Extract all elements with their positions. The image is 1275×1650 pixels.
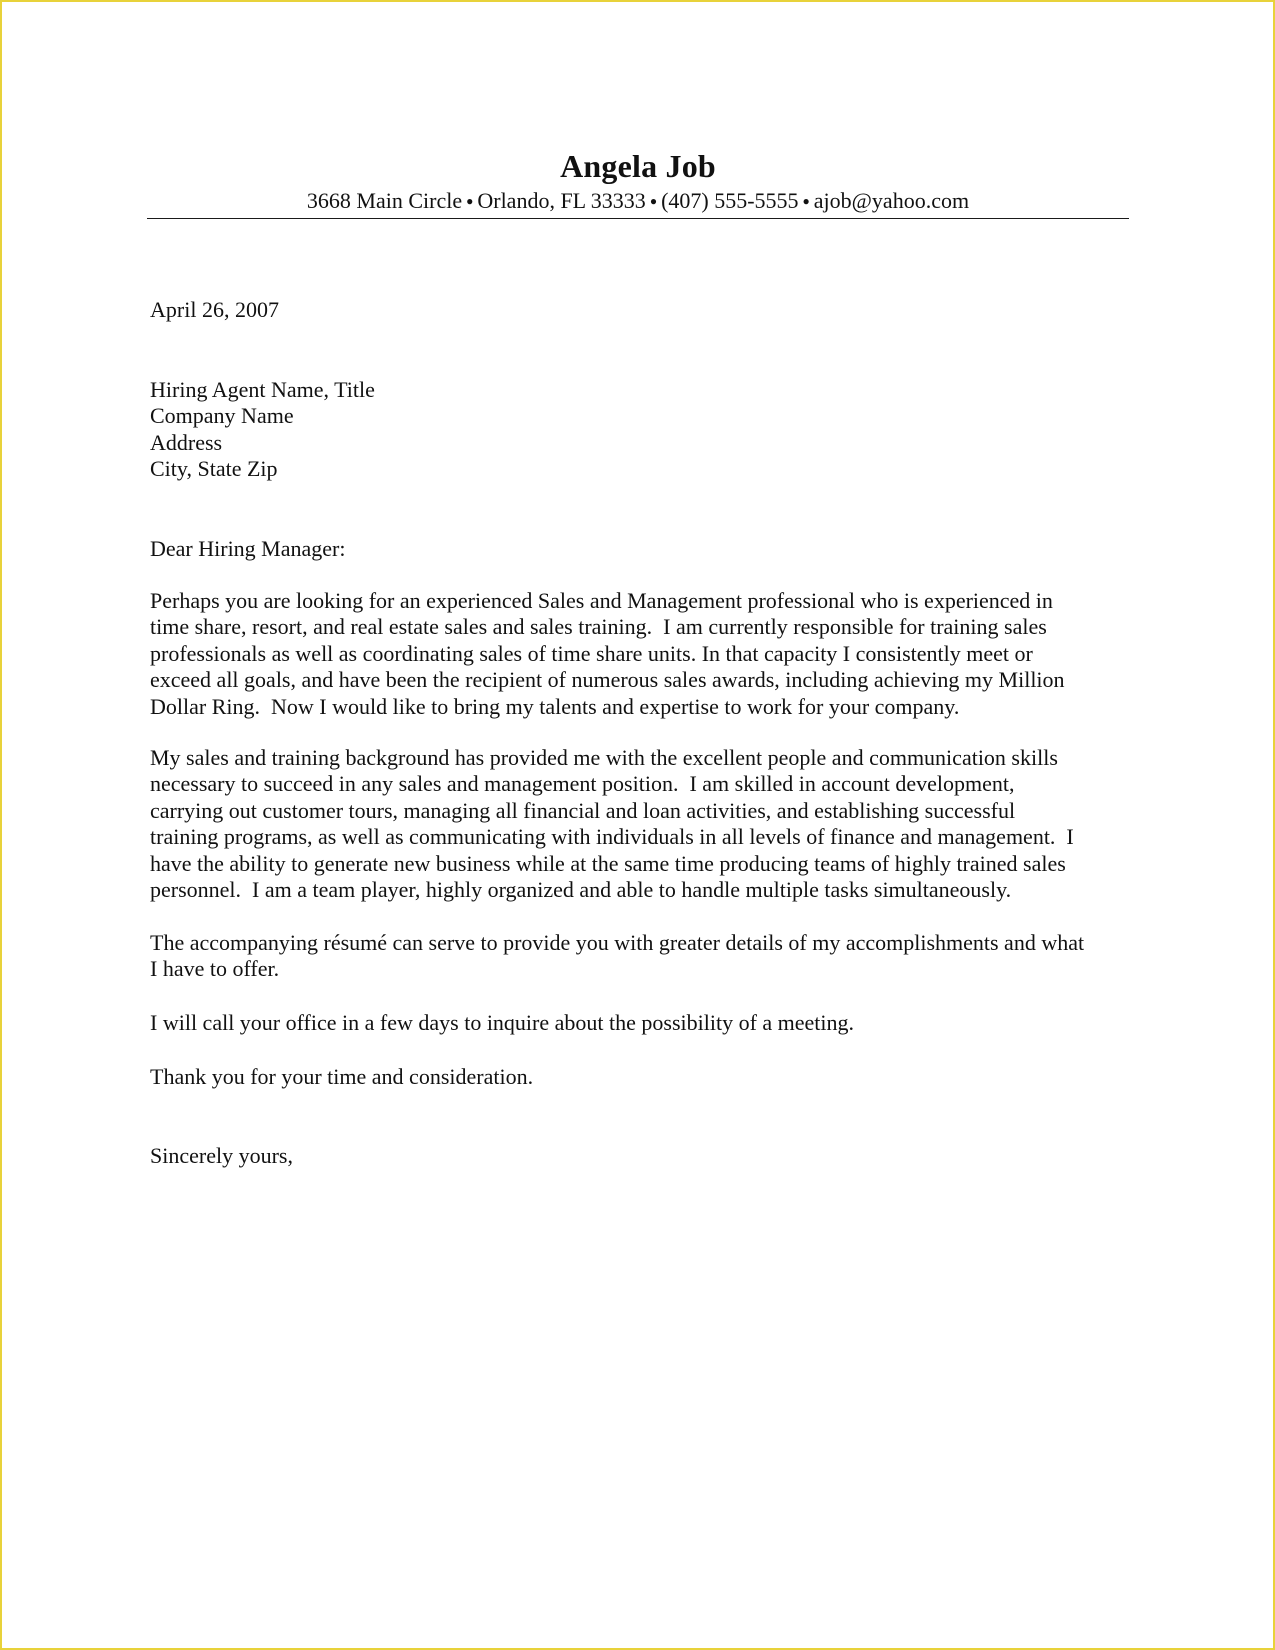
paragraph-line: professionals as well as coordinating sales of time share units. In that capacity I consistently meet or xyxy=(150,640,1033,666)
paragraph-2 xyxy=(150,745,1128,903)
paragraph-line: necessary to succeed in any sales and management position. I am skilled in account development, xyxy=(150,771,1015,797)
paragraph-1 xyxy=(150,588,1128,720)
paragraph-line: I have to offer. xyxy=(150,956,280,982)
complimentary-close xyxy=(150,1143,1128,1169)
letterhead xyxy=(147,146,1129,215)
paragraph-line: carrying out customer tours, managing all financial and loan activities, and establishing successful xyxy=(150,797,1016,823)
salutation xyxy=(150,536,1128,562)
paragraph-line: training programs, as well as communicating with individuals in all levels of finance and management. I xyxy=(150,824,1074,850)
letter-date xyxy=(150,297,1128,323)
paragraph-line: time share, resort, and real estate sales and sales training. I am currently responsible for training sales xyxy=(150,614,1047,640)
inside-address xyxy=(150,377,1128,483)
recipient-company: Company Name xyxy=(150,403,294,429)
paragraph-line: have the ability to generate new business while at the same time producing teams of highly trained sales xyxy=(150,850,1066,876)
recipient-address: Address xyxy=(150,429,223,455)
sender-phone: (407) 555-5555 xyxy=(661,188,799,213)
recipient-name-title: Hiring Agent Name, Title xyxy=(150,377,375,402)
paragraph-line: I will call your office in a few days to inquire about the possibility of a meeting. xyxy=(150,1010,855,1035)
paragraph-3 xyxy=(150,930,1128,983)
letterhead-divider xyxy=(147,218,1129,219)
paragraph-line: Thank you for your time and consideration. xyxy=(150,1064,534,1089)
recipient-city-state-zip: City, State Zip xyxy=(150,456,278,482)
sender-name: Angela Job xyxy=(560,148,716,184)
bullet-separator-icon: ● xyxy=(466,194,474,208)
paragraph-5 xyxy=(150,1064,1128,1090)
paragraph-4 xyxy=(150,1010,1128,1036)
sender-address: 3668 Main Circle xyxy=(306,188,463,213)
date-text: April 26, 2007 xyxy=(150,297,279,322)
sender-contact-line xyxy=(147,187,1129,215)
paragraph-line: personnel. I am a team player, highly organized and able to handle multiple tasks simultaneously. xyxy=(150,876,1012,902)
paragraph-line: My sales and training background has provided me with the excellent people and communication skills xyxy=(150,745,1058,770)
salutation-text: Dear Hiring Manager: xyxy=(150,536,346,561)
paragraph-line: exceed all goals, and have been the recipient of numerous sales awards, including achieving my Million xyxy=(150,667,1065,693)
bullet-separator-icon: ● xyxy=(802,194,810,208)
sender-city: Orlando, FL 33333 xyxy=(477,188,646,213)
closing-text: Sincerely yours, xyxy=(150,1143,293,1168)
paragraph-line: Dollar Ring. Now I would like to bring my talents and expertise to work for your company. xyxy=(150,693,960,719)
paragraph-line: Perhaps you are looking for an experienced Sales and Management professional who is experienced in xyxy=(150,588,1053,613)
paragraph-line: The accompanying résumé can serve to provide you with greater details of my accomplishments and what xyxy=(150,930,1085,955)
sender-email: ajob@yahoo.com xyxy=(813,188,970,213)
bullet-separator-icon: ● xyxy=(649,194,658,208)
